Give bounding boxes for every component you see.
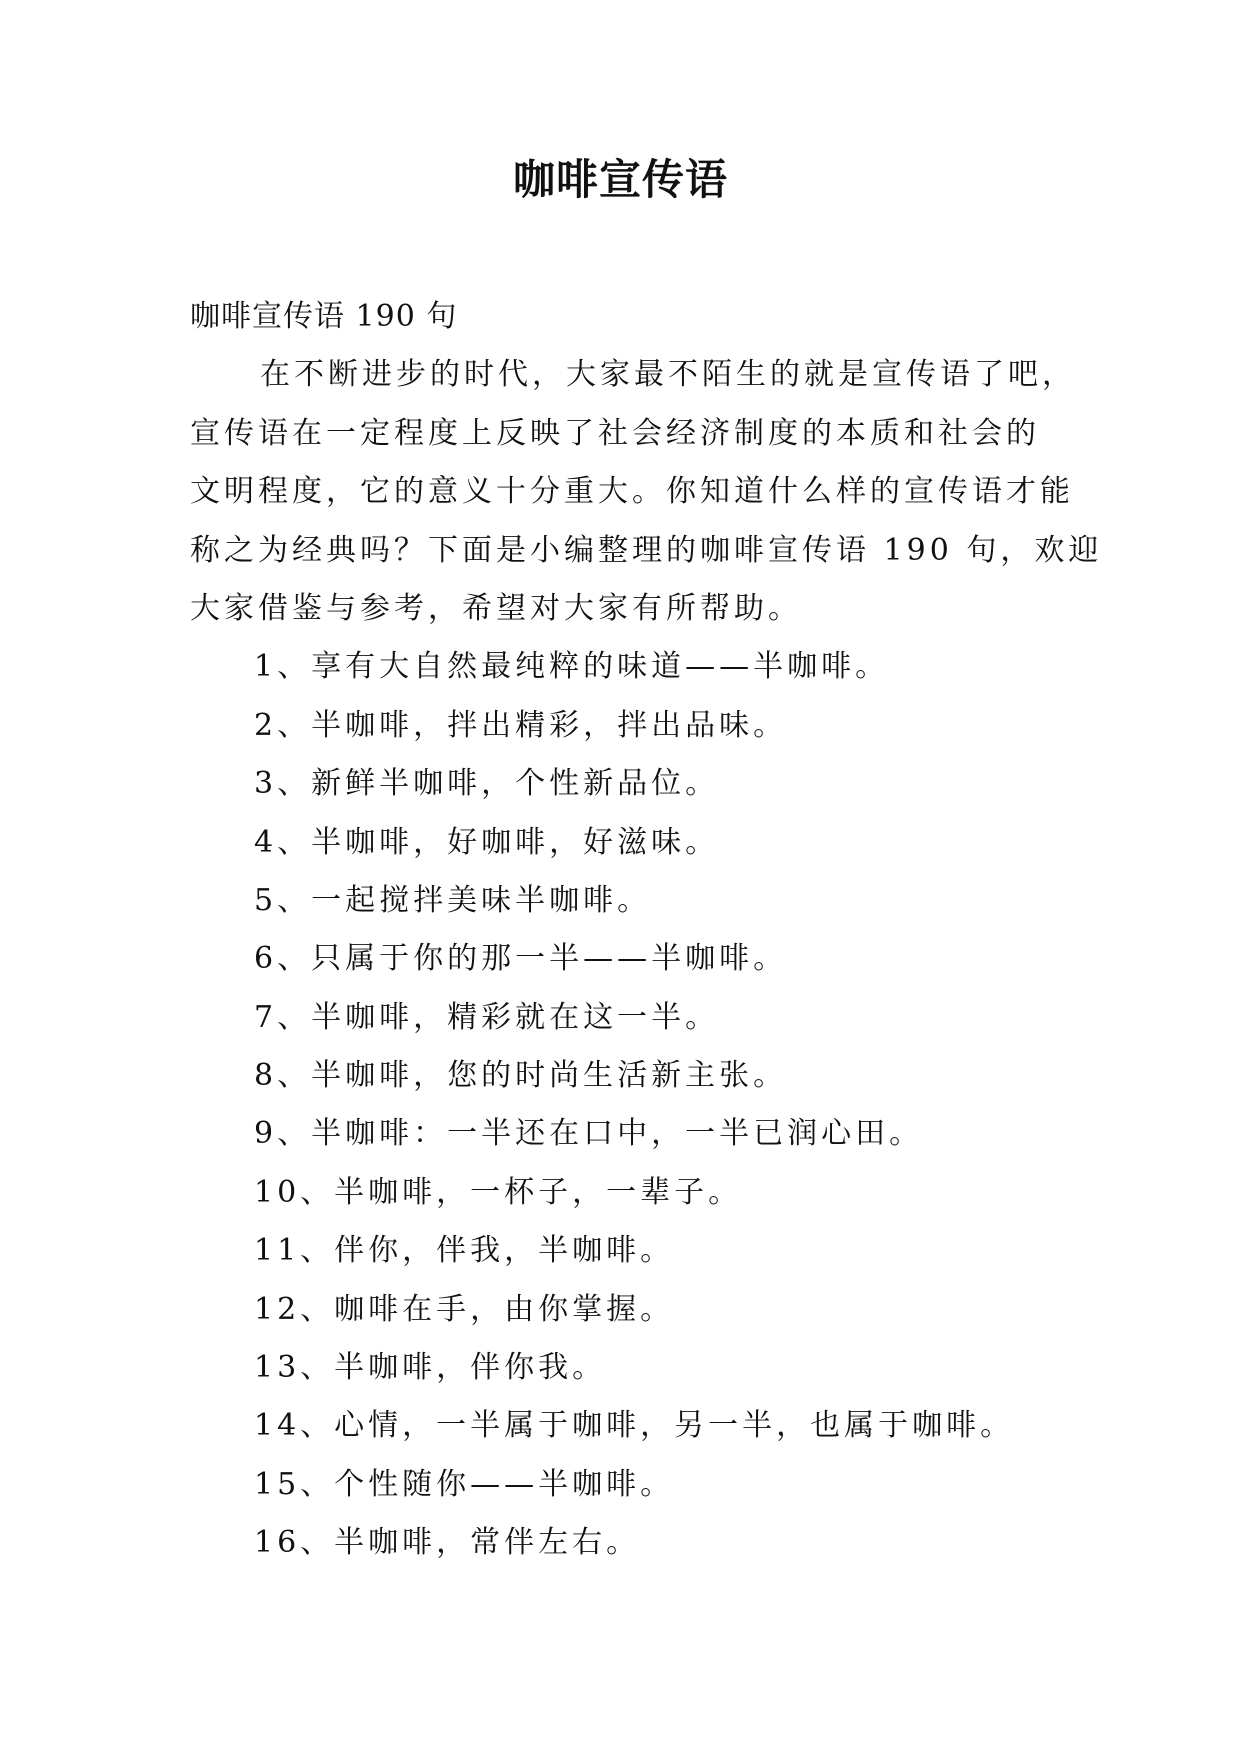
document-subtitle: 咖啡宣传语 190 句 [190, 299, 458, 334]
list-item: 16、半咖啡，常伴左右。 [254, 1525, 641, 1561]
list-item: 5、一起搅拌美味半咖啡。 [254, 882, 652, 918]
list-item: 8、半咖啡，您的时尚生活新主张。 [254, 1058, 788, 1094]
document-title: 咖啡宣传语 [512, 155, 728, 204]
list-item: 3、新鲜半咖啡，个性新品位。 [254, 766, 720, 802]
list-item: 14、心情，一半属于咖啡，另一半，也属于咖啡。 [254, 1408, 1015, 1444]
intro-line: 文明程度，它的意义十分重大。你知道什么样的宣传语才能 [190, 474, 1074, 510]
list-item: 10、半咖啡，一杯子，一辈子。 [254, 1174, 743, 1210]
intro-line: 在不断进步的时代，大家最不陌生的就是宣传语了吧， [260, 357, 1076, 393]
list-item: 11、伴你，伴我，半咖啡。 [254, 1233, 675, 1269]
list-item: 9、半咖啡：一半还在口中，一半已润心田。 [254, 1116, 924, 1152]
intro-paragraph [190, 346, 1103, 638]
intro-line: 称之为经典吗？下面是小编整理的咖啡宣传语 190 句，欢迎 [190, 532, 1103, 568]
list-item: 12、咖啡在手，由你掌握。 [254, 1291, 675, 1327]
list-item: 4、半咖啡，好咖啡，好滋味。 [254, 824, 720, 860]
list-item: 1、享有大自然最纯粹的味道——半咖啡。 [254, 649, 890, 685]
intro-line: 大家借鉴与参考，希望对大家有所帮助。 [190, 590, 802, 626]
list-item: 6、只属于你的那一半——半咖啡。 [254, 941, 788, 977]
list-item: 13、半咖啡，伴你我。 [254, 1350, 607, 1386]
list-item: 15、个性随你——半咖啡。 [254, 1466, 675, 1502]
list-item: 2、半咖啡，拌出精彩，拌出品味。 [254, 707, 788, 743]
slogan-list [190, 638, 1060, 1572]
intro-line: 宣传语在一定程度上反映了社会经济制度的本质和社会的 [190, 415, 1040, 451]
document-body [190, 288, 1103, 1573]
list-item: 7、半咖啡，精彩就在这一半。 [254, 999, 720, 1035]
